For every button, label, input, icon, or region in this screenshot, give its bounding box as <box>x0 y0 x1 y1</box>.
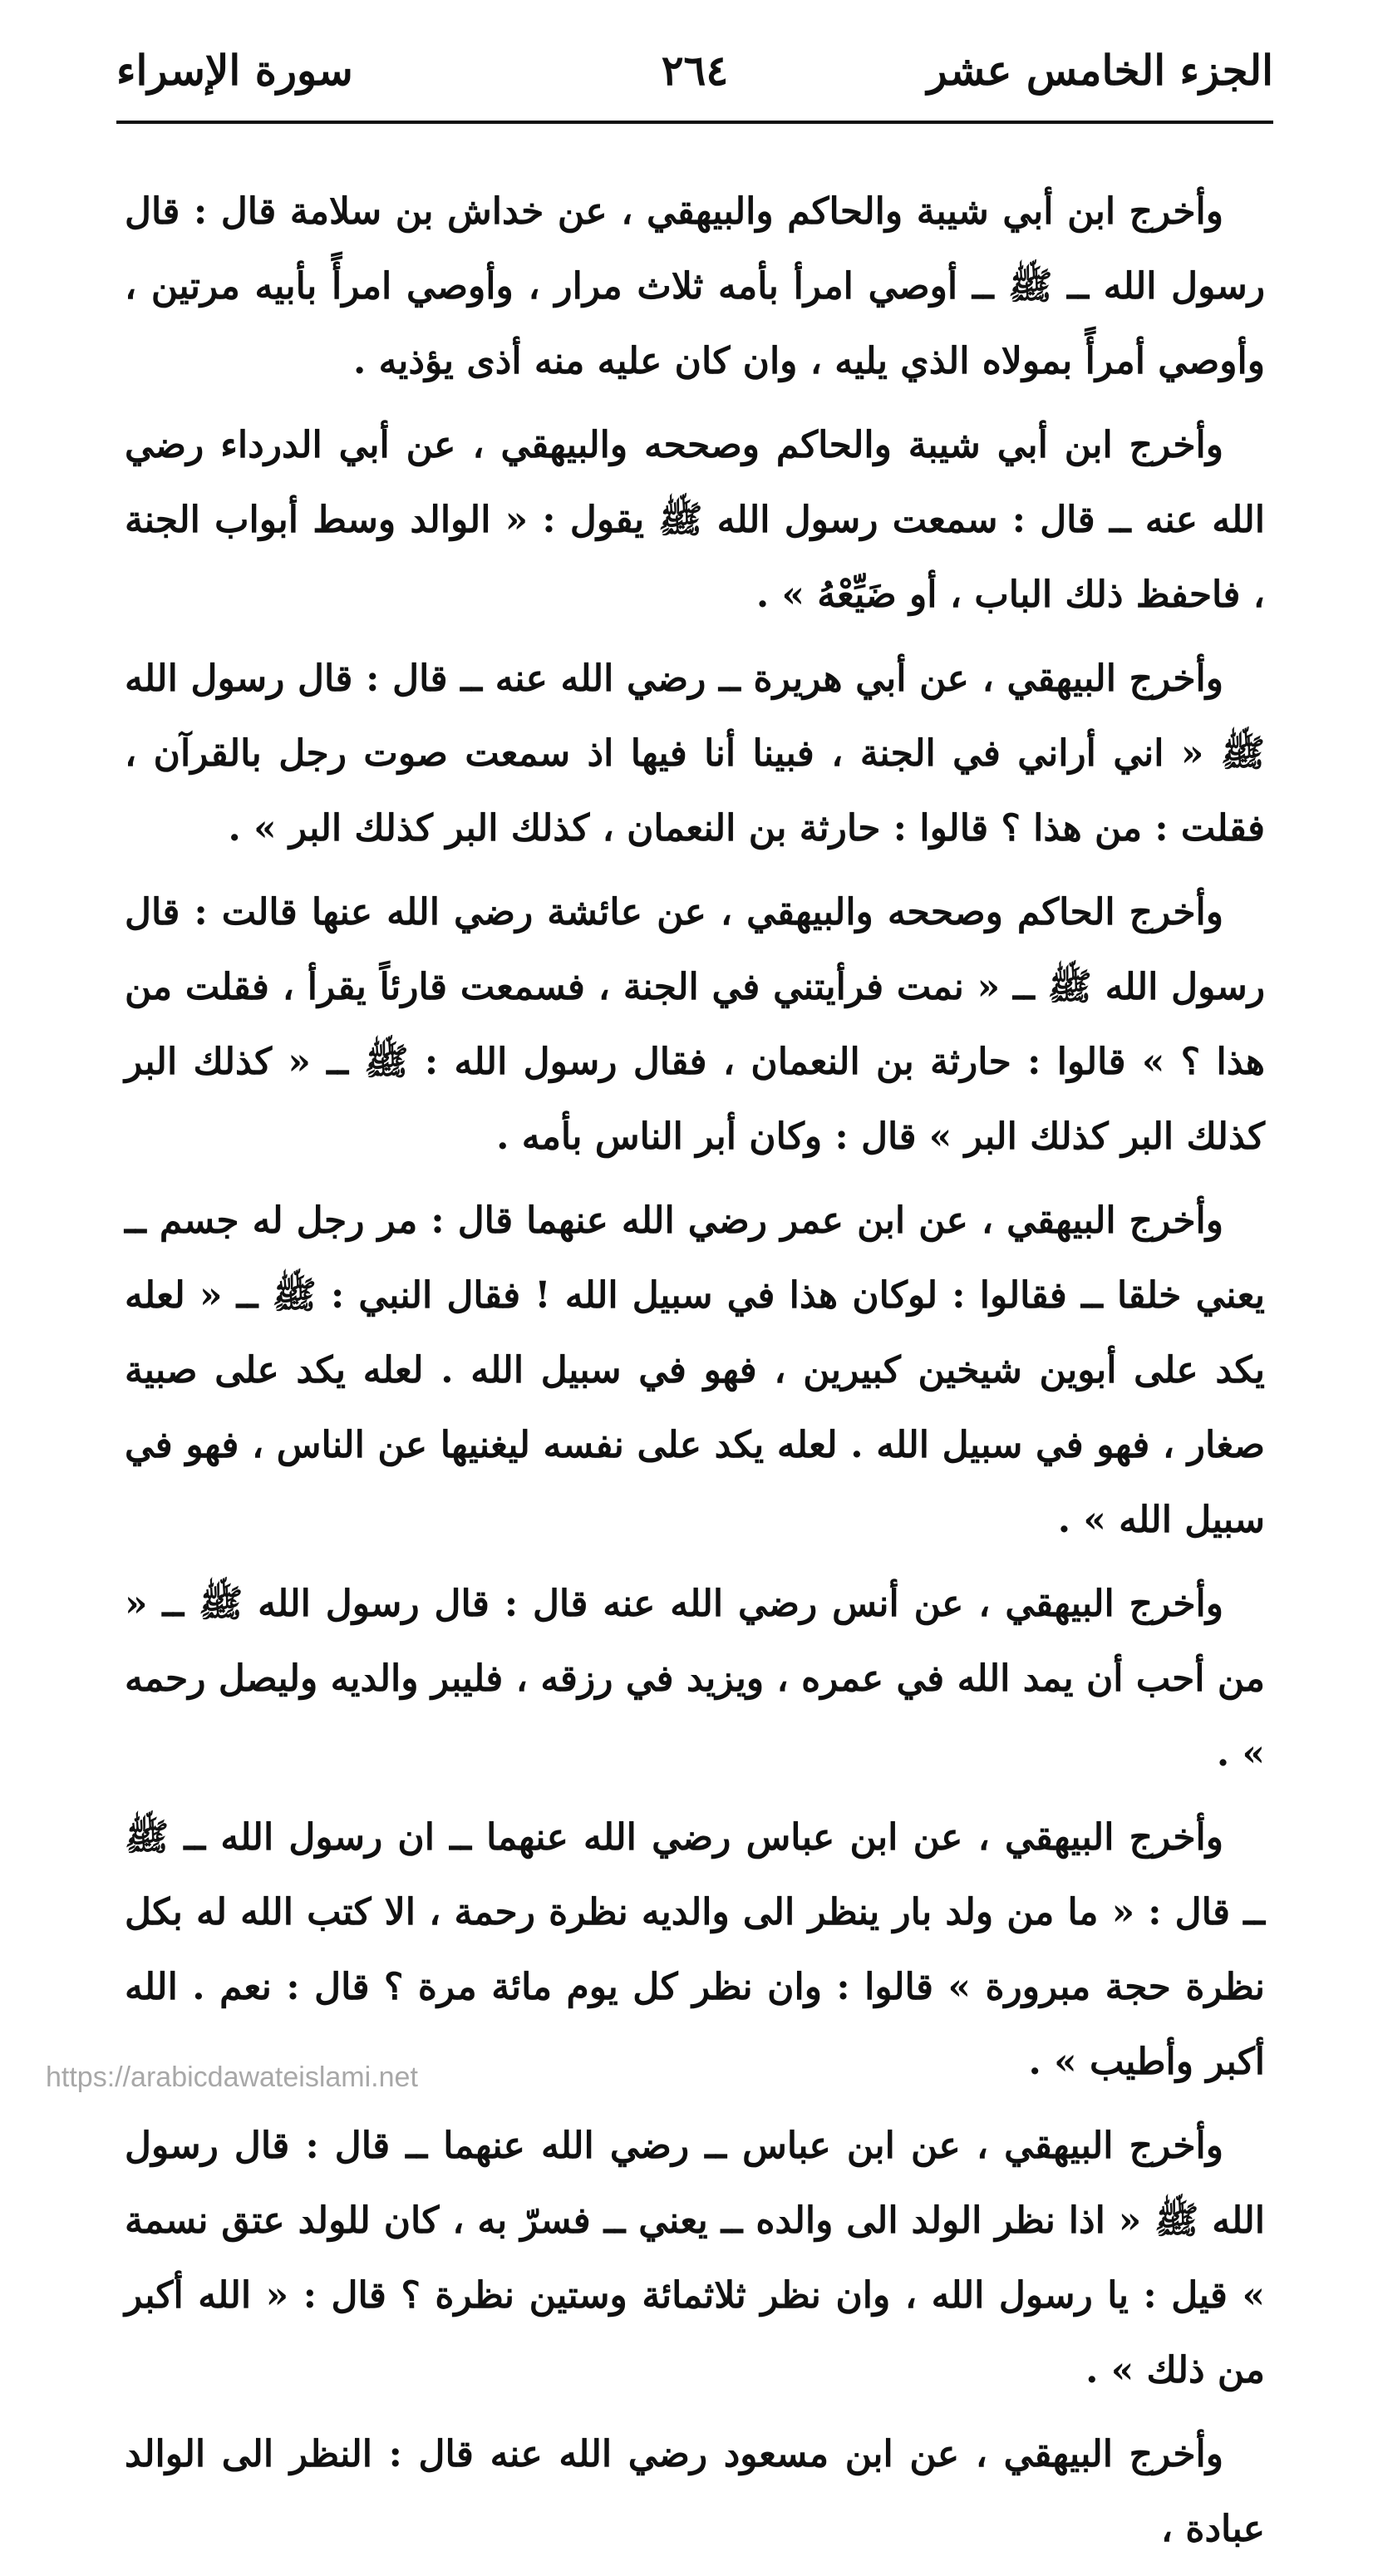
paragraph: وأخرج البيهقي ، عن ابن عمر رضي الله عنهما قال : مر رجل له جسم ــ يعني خلقا ــ فقالوا : لوكان هذا في سبيل الله ! فقال النبي : ﷺ ــ « لعله يكد على أبوين شيخين كبيرين ، فهو في سبيل الله . لعله يكد على صبية صغار ، فهو في سبيل الله . لعله يكد على نفسه ليغنيها عن الناس ، فهو في سبيل الله » . <box>125 1199 1265 1541</box>
page-number: ٢٦٤ <box>661 46 729 95</box>
paragraph: وأخرج البيهقي ، عن ابن مسعود رضي الله عنه قال : النظر الى الوالد عبادة ، <box>125 2433 1265 2550</box>
paragraph: وأخرج البيهقي ، عن ابن عباس رضي الله عنهما ــ ان رسول الله ــ ﷺ ــ قال : « ما من ولد بار ينظر الى والديه نظرة رحمة ، الا كتب الله له بكل نظرة حجة مبرورة » قالوا : وان نظر كل يوم مائة مرة ؟ قال : نعم . الله أكبر وأطيب » . <box>125 1816 1265 2083</box>
paragraph: وأخرج ابن أبي شيبة والحاكم وصححه والبيهقي ، عن أبي الدرداء رضي الله عنه ــ قال : سمعت رسول الله ﷺ يقول : « الوالد وسط أبواب الجنة ، فاحفظ ذلك الباب ، أو ضَيِّعْهُ » . <box>125 424 1265 616</box>
part-title: الجزء الخامس عشر <box>927 46 1273 95</box>
paragraph: وأخرج الحاكم وصححه والبيهقي ، عن عائشة رضي الله عنها قالت : قال رسول الله ﷺ ــ « نمت فرأيتني في الجنة ، فسمعت قارئاً يقرأ ، فقلت من هذا ؟ » قالوا : حارثة بن النعمان ، فقال رسول الله : ﷺ ــ « كذلك البر كذلك البر كذلك البر » قال : وكان أبر الناس بأمه . <box>125 891 1265 1158</box>
paragraph: وأخرج البيهقي ، عن أبي هريرة ــ رضي الله عنه ــ قال : قال رسول الله ﷺ « اني أراني في الجنة ، فبينا أنا فيها اذ سمعت صوت رجل بالقرآن ، فقلت : من هذا ؟ قالوا : حارثة بن النعمان ، كذلك البر كذلك البر » . <box>125 658 1265 850</box>
body-text <box>125 175 1265 2576</box>
paragraph: وأخرج ابن أبي شيبة والحاكم والبيهقي ، عن خداش بن سلامة قال : قال رسول الله ــ ﷺ ــ أوصي امرأ بأمه ثلاث مرار ، وأوصي امرأً بأبيه مرتين ، وأوصي أمرأً بمولاه الذي يليه ، وان كان عليه منه أذى يؤذيه . <box>125 190 1265 382</box>
running-header <box>116 46 1273 121</box>
paragraph: وأخرج البيهقي ، عن ابن عباس ــ رضي الله عنهما ــ قال : قال رسول الله ﷺ « اذا نظر الولد الى والده ــ يعني ــ فسرّ به ، كان للولد عتق نسمة » قيل : يا رسول الله ، وان نظر ثلاثمائة وستين نظرة ؟ قال : « الله أكبر من ذلك » . <box>125 2125 1265 2391</box>
header-divider <box>116 121 1273 124</box>
surah-title: سورة الإسراء <box>116 46 353 95</box>
paragraph: وأخرج البيهقي ، عن أنس رضي الله عنه قال : قال رسول الله ﷺ ــ « من أحب أن يمد الله في عمره ، ويزيد في رزقه ، فليبر والديه وليصل رحمه » . <box>125 1583 1265 1775</box>
source-watermark: https://arabicdawateislami.net <box>46 2061 418 2093</box>
